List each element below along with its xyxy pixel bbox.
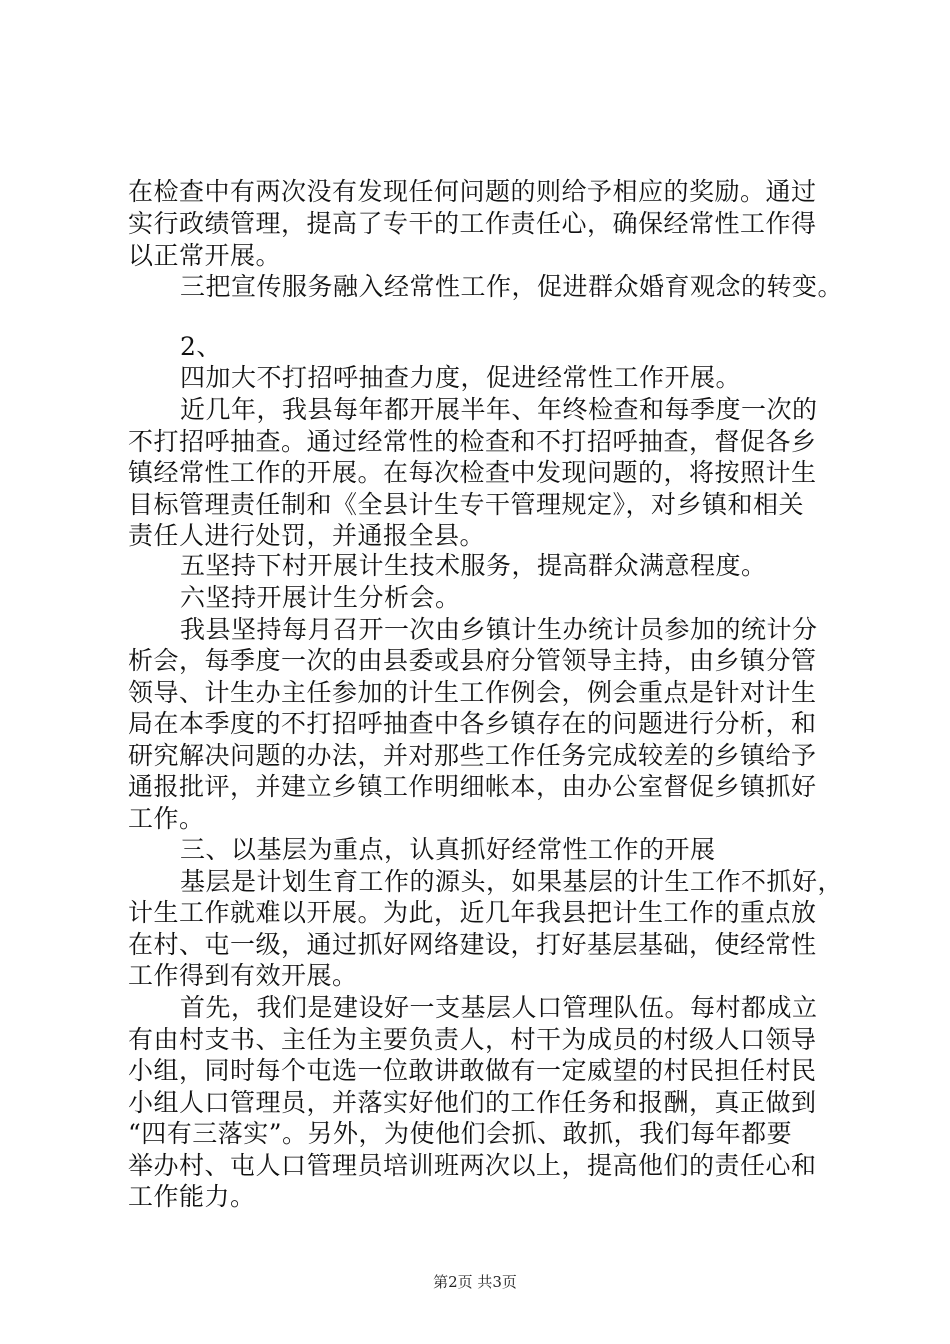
text-line: 六坚持开展计生分析会。	[180, 583, 461, 612]
text-line: 通报批评，并建立乡镇工作明细帐本，由办公室督促乡镇抓好	[128, 772, 817, 801]
text-line: 实行政绩管理，提高了专干的工作责任心，确保经常性工作得	[128, 209, 817, 238]
text-line: 四加大不打招呼抽查力度，促进经常性工作开展。	[180, 363, 742, 392]
text-line: 举办村、屯人口管理员培训班两次以上，提高他们的责任心和	[128, 1151, 817, 1180]
text-line: 2、	[180, 332, 222, 361]
text-line: 计生工作就难以开展。为此，近几年我县把计生工作的重点放	[128, 898, 817, 927]
text-line: 有由村支书、主任为主要负责人，村干为成员的村级人口领导	[128, 1025, 817, 1054]
text-line: 我县坚持每月召开一次由乡镇计生办统计员参加的统计分	[180, 615, 818, 644]
text-line: 研究解决问题的办法，并对那些工作任务完成较差的乡镇给予	[128, 741, 817, 770]
text-line: 局在本季度的不打招呼抽查中各乡镇存在的问题进行分析，和	[128, 709, 817, 738]
text-line: 目标管理责任制和《全县计生专干管理规定》，对乡镇和相关	[128, 490, 805, 519]
text-line: 基层是计划生育工作的源头，如果基层的计生工作不抓好，	[180, 867, 844, 896]
text-line: 小组，同时每个屯选一位敢讲敢做有一定威望的村民担任村民	[128, 1056, 817, 1085]
text-line: 以正常开展。	[128, 241, 282, 270]
text-line: “四有三落实”。另外，为使他们会抓、敢抓，我们每年都要	[128, 1119, 793, 1148]
text-line: 工作能力。	[128, 1182, 256, 1211]
text-line: 五坚持下村开展计生技术服务，提高群众满意程度。	[180, 551, 767, 580]
text-line: 镇经常性工作的开展。在每次检查中发现问题的，将按照计生	[128, 458, 817, 487]
text-line: 工作。	[128, 804, 205, 833]
text-line: 近几年，我县每年都开展半年、年终检查和每季度一次的	[180, 395, 818, 424]
text-line: 首先，我们是建设好一支基层人口管理队伍。每村都成立	[180, 993, 818, 1022]
text-line: 领导、计生办主任参加的计生工作例会，例会重点是针对计生	[128, 678, 817, 707]
text-line: 小组人口管理员，并落实好他们的工作任务和报酬，真正做到	[128, 1088, 817, 1117]
page-number-footer: 第2页 共3页	[433, 1273, 517, 1291]
text-line: 在村、屯一级，通过抓好网络建设，打好基层基础，使经常性	[128, 930, 817, 959]
text-line: 不打招呼抽查。通过经常性的检查和不打招呼抽查，督促各乡	[128, 427, 817, 456]
text-line: 工作得到有效开展。	[128, 961, 358, 990]
text-line: 在检查中有两次没有发现任何问题的则给予相应的奖励。通过	[128, 177, 817, 206]
text-line: 析会，每季度一次的由县委或县府分管领导主持，由乡镇分管	[128, 646, 817, 675]
text-line: 责任人进行处罚，并通报全县。	[128, 521, 486, 550]
section-heading: 三、以基层为重点，认真抓好经常性工作的开展	[180, 835, 716, 864]
text-line: 三把宣传服务融入经常性工作，促进群众婚育观念的转变。	[180, 272, 844, 301]
